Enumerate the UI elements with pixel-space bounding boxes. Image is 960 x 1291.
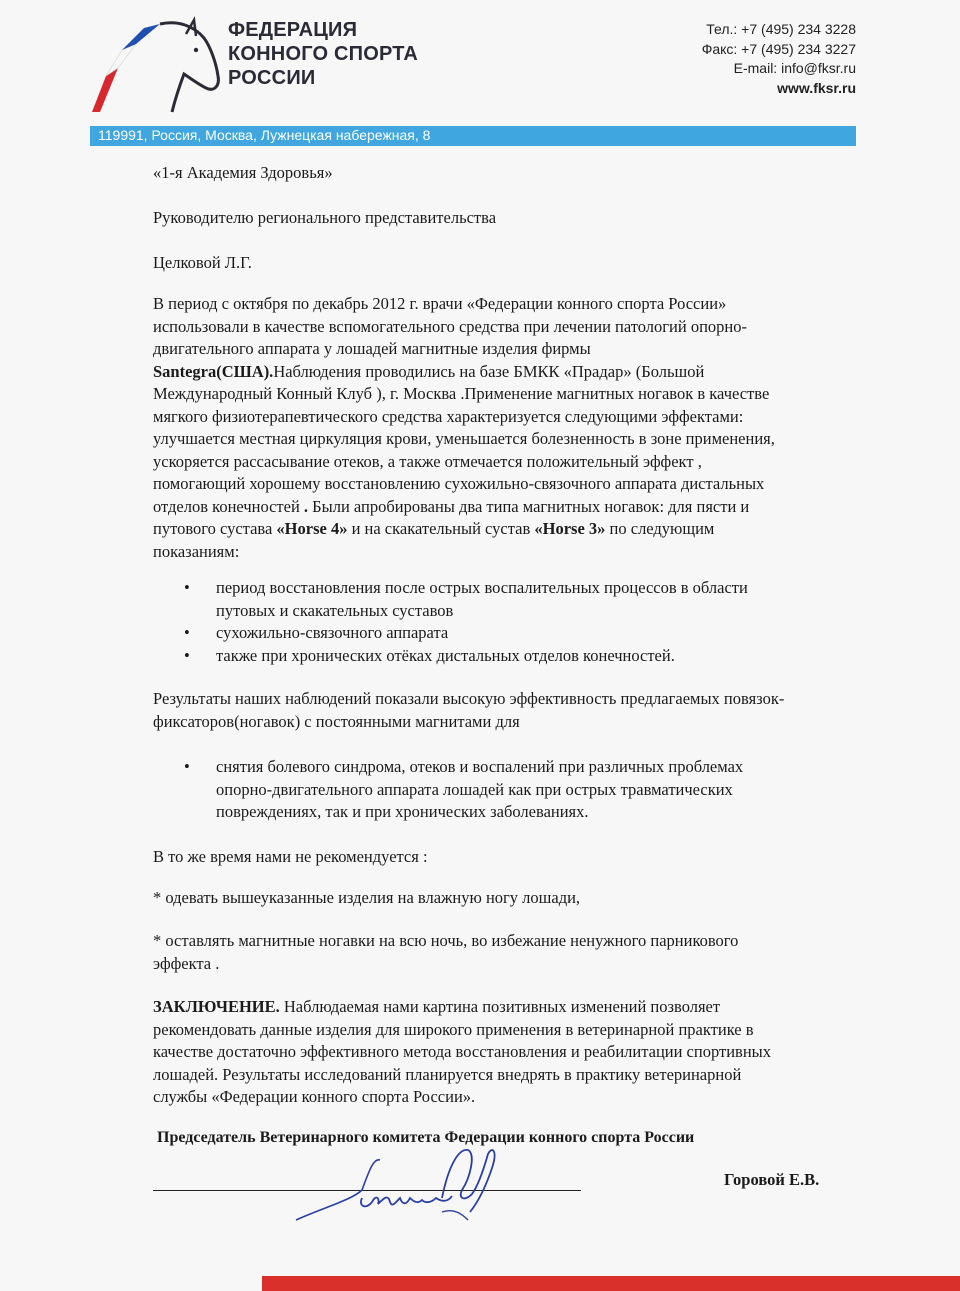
org-line-3: РОССИИ — [228, 67, 316, 89]
paragraph-5 — [153, 930, 738, 975]
paragraph-3: В то же время нами не рекомендуется : — [153, 847, 428, 866]
text-line: рекомендовать данные изделия для широкого применения в ветеринарной практике в — [153, 1019, 754, 1039]
text-line: фиксаторов(ногавок) с постоянными магнитами для — [153, 711, 520, 731]
product-horse-4: «Horse 4» — [276, 519, 348, 538]
bottom-red-band — [262, 1276, 960, 1291]
phone: Тел.: +7 (495) 234 3228 — [706, 21, 856, 37]
recipient-name: Целковой Л.Г. — [153, 253, 252, 272]
effects-list — [184, 756, 743, 824]
list-item: • снятия болевого синдрома, отеков и воспалений при различных проблемах опорно-двигательного аппарата лошадей как при острых травматических повреждениях, так и при хронических заболеваниях. — [184, 757, 744, 821]
federation-name — [228, 18, 418, 90]
text-line: мягкого физиотерапевтического средства характеризуется следующими эффектами: — [153, 406, 744, 426]
text-line: путового сустава «Horse 4» и на скакательный сустав «Horse 3» по следующим — [153, 519, 715, 538]
email: E-mail: info@fksr.ru — [733, 60, 856, 76]
text-line: Результаты наших наблюдений показали высокую эффективность предлагаемых повязок- — [153, 689, 785, 708]
bullet-icon: • — [184, 645, 190, 665]
text-line: показаниям: — [153, 541, 240, 561]
list-item: • сухожильно-связочного аппарата — [184, 622, 748, 645]
text-line: В период с октября по декабрь 2012 г. врачи «Федерации конного спорта России» — [153, 294, 727, 313]
org-line-2: КОННОГО СПОРТА — [228, 43, 419, 65]
bullet-icon: • — [184, 578, 190, 597]
paragraph-1 — [153, 293, 775, 563]
bullet-icon: • — [184, 623, 190, 642]
text-line: качестве достаточно эффективного метода восстановления и реабилитации спортивных — [153, 1042, 771, 1061]
website: www.fksr.ru — [777, 79, 856, 96]
brand-name: Santegra(США). — [153, 361, 274, 381]
conclusion-label: ЗАКЛЮЧЕНИЕ. — [153, 997, 280, 1016]
paragraph-4: * одевать вышеуказанные изделия на влажную ногу лошади, — [153, 888, 581, 907]
list-item: • период восстановления после острых воспалительных процессов в области путовых и скакательных суставов — [184, 578, 748, 620]
signatory-name: Горовой Е.В. — [724, 1170, 820, 1189]
contact-block — [702, 20, 856, 98]
signatory-title: Председатель Ветеринарного комитета Федерации конного спорта России — [157, 1129, 695, 1146]
bullet-icon: • — [184, 757, 190, 776]
recipient-org: «1-я Академия Здоровья» — [153, 163, 333, 182]
text-line: использовали в качестве вспомогательного средства при лечении патологий опорно- — [153, 316, 747, 336]
org-line-1: ФЕДЕРАЦИЯ — [228, 19, 358, 41]
address-bar — [90, 126, 856, 146]
address-text: 119991, Россия, Москва, Лужнецкая набережная, 8 — [98, 127, 431, 143]
list-item: • также при хронических отёках дистальных отделов конечностей. — [184, 645, 748, 668]
paragraph-2 — [153, 688, 784, 733]
handwritten-signature — [292, 1128, 522, 1228]
text-line: двигательного аппарата у лошадей магнитные изделия фирмы — [153, 339, 591, 358]
text-line: эффекта . — [153, 953, 220, 973]
fax: Факс: +7 (495) 234 3227 — [701, 40, 856, 57]
product-horse-3: «Horse 3» — [534, 519, 606, 538]
text-line: службы «Федерации конного спорта России». — [153, 1087, 476, 1106]
text-line: ЗАКЛЮЧЕНИЕ. Наблюдаемая нами картина позитивных изменений позволяет — [153, 997, 721, 1016]
text-line: * оставлять магнитные ногавки на всю ночь, во избежание ненужного парникового — [153, 931, 739, 950]
text-line: ускоряется рассасывание отеков, а также отмечается положительный эффект , — [153, 451, 702, 471]
horse-head-logo-icon — [86, 16, 222, 114]
recipient-position: Руководителю регионального представительства — [153, 208, 497, 227]
text-line: Международный Конный Клуб ), г. Москва .Применение магнитных ногавок в качестве — [153, 384, 770, 403]
text-line: Santegra(США).Наблюдения проводились на базе БМКК «Прадар» (Большой — [153, 361, 705, 381]
text-line: лошадей. Результаты исследований планируется внедрять в практику ветеринарной — [153, 1064, 742, 1084]
indications-list — [184, 577, 748, 667]
text-line: отделов конечностей . Были апробированы два типа магнитных ногавок: для пясти и — [153, 496, 750, 516]
conclusion — [153, 996, 771, 1109]
text-line: улучшается местная циркуляция крови, уменьшается болезненность в зоне применения, — [153, 429, 775, 448]
text-line: помогающий хорошему восстановлению сухожильно-связочного аппарата дистальных — [153, 474, 765, 493]
